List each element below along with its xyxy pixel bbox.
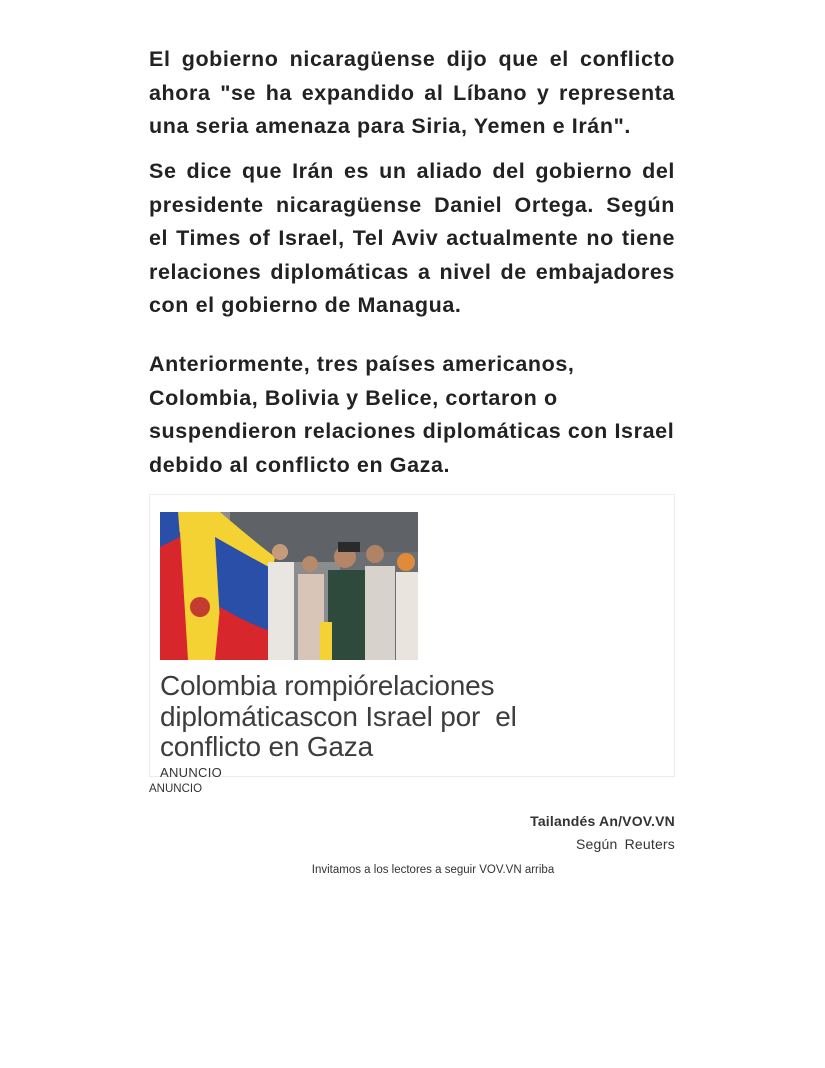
paragraph-line: Colombia, Bolivia y Belice, cortaron o bbox=[149, 385, 558, 410]
card-ad-label: ANUNCIO bbox=[160, 765, 223, 780]
protest-flag-image bbox=[160, 512, 418, 660]
reader-invite: Invitamos a los lectores a seguir VOV.VN arriba bbox=[311, 864, 555, 876]
paragraph-line: suspendieron relaciones diplomáticas con Israel bbox=[149, 419, 675, 443]
paragraph-american-countries bbox=[149, 348, 689, 482]
paragraph-iran-ally: Se dice que Irán es un aliado del gobierno del presidente nicaragüense Daniel Ortega. Según el Times of Israel, Tel Aviv actualmente no tiene relaciones diplomáticas a nivel de embajadores con el gobierno de Managua. bbox=[149, 159, 675, 317]
related-article-title[interactable] bbox=[160, 671, 660, 763]
title-line: diplomáticascon Israel por el bbox=[160, 700, 517, 732]
ad-label: ANUNCIO bbox=[149, 783, 203, 795]
paragraph-line: debido al conflicto en Gaza. bbox=[149, 452, 451, 477]
paragraph-line: Anteriormente, tres países americanos, bbox=[149, 352, 575, 376]
related-article-card[interactable] bbox=[149, 494, 675, 780]
title-line: conflicto en Gaza bbox=[160, 731, 373, 762]
related-article-photo[interactable] bbox=[160, 512, 418, 660]
byline-author: Tailandés An/VOV.VN bbox=[530, 813, 675, 829]
title-line: Colombia rompiórelaciones bbox=[160, 670, 495, 701]
byline-source: Según Reuters bbox=[576, 836, 675, 852]
paragraph-nicaragua-statement: El gobierno nicaragüense dijo que el conflicto ahora "se ha expandido al Líbano y representa una seria amenaza para Siria, Yemen e Irán". bbox=[149, 47, 675, 138]
